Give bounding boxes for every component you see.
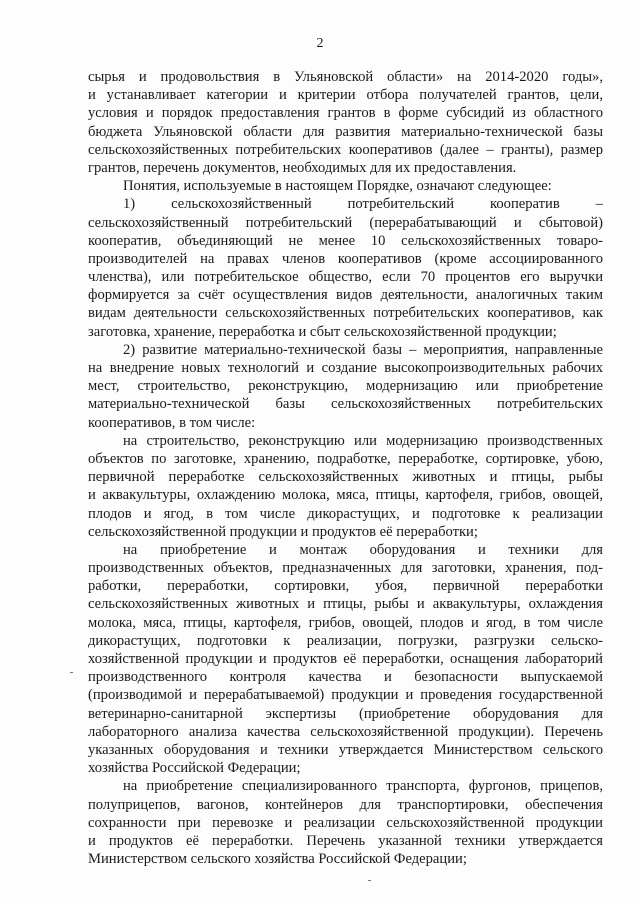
text-line: и продуктов её переработки. Перечень указанной техники утверждается: [88, 832, 603, 849]
text-line: дикорастущих, подготовки к реализации, погрузки, разгрузки сельско-: [88, 632, 603, 649]
text-line: и устанавливает категории и критерии отбора получателей грантов, цели,: [88, 87, 603, 104]
text-line: сырья и продовольствия в Ульяновской области» на 2014-2020 годы»,: [88, 69, 603, 85]
text-line: на строительство, реконструкцию или модернизацию производственных: [123, 432, 603, 449]
text-line: производственного контроля качества и безопасности выпускаемой: [88, 669, 603, 686]
scan-speck: [70, 672, 73, 673]
text-line: хозяйства Российской Федерации;: [88, 760, 301, 777]
text-line: видам деятельности сельскохозяйственных потребительских кооперативов, как: [88, 305, 603, 322]
page-number: 2: [316, 36, 324, 51]
text-line: заготовка, хранение, переработка и сбыт сельскохозяйственной продукции;: [88, 323, 557, 340]
text-line: хозяйственной продукции и продуктов её переработки, оснащения лабораторий: [88, 651, 603, 667]
text-line: условия и порядок предоставления грантов в форме субсидий из областного: [88, 105, 603, 122]
text-line: сельскохозяйственной продукции и продуктов её переработки;: [88, 523, 478, 540]
document-body: [88, 68, 603, 868]
text-line: сохранности при перевозке и реализации сельскохозяйственной продукции: [88, 814, 603, 831]
text-line: и аквакультуры, охлаждению молока, мяса, птицы, картофеля, грибов, овощей,: [88, 487, 603, 504]
text-line: кооперативов, в том числе:: [88, 414, 256, 431]
text-line: материально-технической базы сельскохозяйственных потребительских: [88, 396, 603, 413]
text-line: производственных объектов, предназначенных для заготовки, хранения, под-: [88, 560, 603, 577]
text-line: на приобретение специализированного транспорта, фургонов, прицепов,: [123, 778, 603, 795]
text-line: объектов по заготовке, хранению, подработке, переработке, сортировке, убою,: [88, 450, 603, 467]
text-line: сельскохозяйственных животных и птицы, рыбы и аквакультуры, охлаждения: [88, 596, 603, 613]
text-line: Министерством сельского хозяйства Российской Федерации;: [88, 851, 467, 868]
text-line: лабораторного анализа качества сельскохозяйственной продукции). Перечень: [88, 723, 603, 740]
text-line: грантов, перечень документов, необходимых для их предоставления.: [88, 159, 517, 176]
text-line: сельскохозяйственный потребительский (перерабатывающий и сбытовой): [88, 214, 603, 231]
text-line: первичной переработке сельскохозяйственных животных и птицы, рыбы: [88, 469, 603, 486]
text-line: 1) сельскохозяйственный потребительский кооператив –: [123, 196, 603, 213]
text-line: на приобретение и монтаж оборудования и техники для: [123, 541, 603, 558]
text-line: указанных оборудования и техники утверждается Министерством сельского: [88, 741, 603, 758]
text-line: ветеринарно-санитарной экспертизы (приобретение оборудования для: [88, 705, 603, 722]
text-line: мест, строительство, реконструкцию, модернизацию или приобретение: [88, 378, 603, 395]
text-line: Понятия, используемые в настоящем Порядке, означают следующее:: [123, 178, 552, 195]
text-line: на внедрение новых технологий и создание высокопроизводительных рабочих: [88, 360, 603, 376]
text-line: полуприцепов, вагонов, контейнеров для транспортировки, обеспечения: [88, 796, 603, 813]
text-line: молока, мяса, птицы, картофеля, грибов, овощей, плодов и ягод, в том числе: [88, 614, 603, 631]
scan-speck: [368, 880, 371, 881]
text-line: сельскохозяйственных потребительских кооперативов (далее – гранты), размер: [88, 141, 603, 158]
text-line: членства), или потребительское общество, если 70 процентов его выручки: [88, 269, 603, 286]
text-line: формируется за счёт осуществления видов деятельности, аналогичных таким: [88, 287, 603, 304]
text-line: плодов и ягод, в том числе дикорастущих, и подготовке к реализации: [88, 505, 603, 522]
text-line: производителей на правах членов кооперативов (кроме ассоциированного: [88, 250, 603, 267]
text-line: 2) развитие материально-технической базы – мероприятия, направленные: [123, 341, 603, 358]
text-line: бюджета Ульяновской области для развития материально-технической базы: [88, 123, 603, 140]
text-line: (производимой и перерабатываемой) продукции и проведения государственной: [88, 687, 603, 704]
text-line: кооператив, объединяющий не менее 10 сельскохозяйственных товаро-: [88, 232, 603, 249]
text-line: работки, переработки, сортировки, убоя, первичной переработки: [88, 578, 603, 595]
